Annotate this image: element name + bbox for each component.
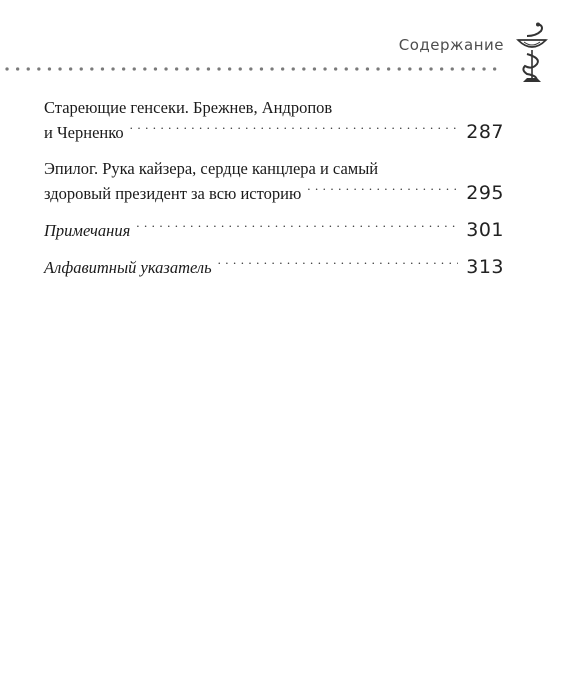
toc-entry[interactable] — [44, 255, 504, 280]
toc-entry[interactable] — [44, 218, 504, 243]
toc-page-number: 301 — [466, 219, 504, 241]
bowl-of-hygieia-icon — [514, 20, 550, 86]
toc-entry[interactable] — [44, 157, 504, 206]
toc-page-number: 295 — [466, 182, 504, 204]
toc-entry-title: и Черненко — [44, 123, 124, 142]
dot-leader — [136, 220, 458, 237]
toc-entry-title: здоровый президент за всю историю — [44, 184, 302, 203]
toc-page-number: 287 — [466, 121, 504, 143]
dot-leader — [307, 183, 458, 200]
dot-leader — [218, 257, 459, 274]
toc-entry-title: Алфавитный указатель — [44, 258, 212, 277]
running-header-title: Содержание — [398, 36, 504, 54]
dot-leader — [130, 122, 459, 139]
table-of-contents — [44, 96, 504, 280]
header-dotted-rule — [4, 66, 504, 72]
toc-entry[interactable] — [44, 96, 504, 145]
toc-entry-title-line: Стареющие генсеки. Брежнев, Андропов — [44, 98, 333, 117]
toc-entry-title-line: Эпилог. Рука кайзера, сердце канцлера и самый — [44, 159, 379, 178]
toc-page-number: 313 — [466, 256, 504, 278]
toc-entry-title: Примечания — [44, 221, 131, 240]
